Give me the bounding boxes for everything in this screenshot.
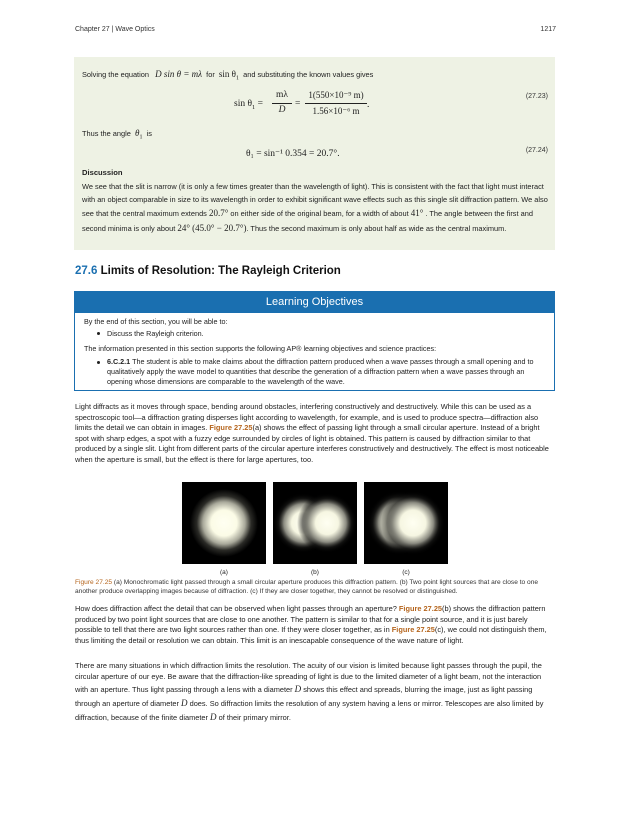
diffraction-single-source-image xyxy=(182,482,266,564)
lo-item: Discuss the Rayleigh criterion. xyxy=(107,329,204,338)
eq1-frac-den: D xyxy=(278,105,286,115)
equation-number-27-23: (27.23) xyxy=(525,93,548,100)
diffraction-unresolved-image xyxy=(364,482,448,564)
equation-27-23: $\sin \theta_1$ = xyxy=(234,99,263,111)
paragraph-limits: There are many situations in which diffraction limits the resolution. The acuity of our vision is limited because light passes through the pupil, the circular aperture of our eye. Be aware that the diffraction-like spreading of light is due to the limited diameter of a light beam, not the interaction with an aperture. Thus light passing through a lens with a diameter D shows this effect and spreads, blurring the image, just as light passing through an aperture of diameter D does. So diffraction limits the resolution of any system having a lens or mirror. Telescopes are also limited by diffraction, because of the finite diameter D of their primary mirror. xyxy=(75,661,544,722)
eq1-frac-line-2 xyxy=(305,103,367,104)
paragraph-intro: Light diffracts as it moves through space, bending around obstacles, interfering constructively and destructively. While this can be used as a spectroscopic tool—a diffraction grating disperses light according to wavelength, for example, and is used to produce spectra—diffraction also limits the detail we can obtain in images. Figure 27.25(a) shows the effect of passing light through a small circular aperture. Instead of a bright spot with sharp edges, a spot with a fuzzy edge surrounded by circles of light is obtained. This pattern is caused by diffraction similar to that produced by a single slit. Light from different parts of the circular aperture interferes constructively and destructively. The effect is most noticeable when the aperture is small, but the effect is there for large apertures, too. xyxy=(75,402,549,464)
figure-label-c: (c) xyxy=(402,569,410,576)
bullet-icon xyxy=(97,361,100,364)
figure-link[interactable]: Figure 27.25 xyxy=(391,625,435,635)
figure-label-b: (b) xyxy=(311,569,319,576)
discussion-heading: Discussion xyxy=(82,168,123,177)
running-header-chapter: Chapter 27 | Wave Optics xyxy=(75,26,155,33)
diffraction-two-sources-image xyxy=(273,482,357,564)
bullet-icon xyxy=(97,332,100,335)
page-number: 1217 xyxy=(540,26,556,33)
lo-ap-item: 6.C.2.1 The student is able to make claims about the diffraction pattern produced when a wave passes through a small opening and to qualitatively apply the wave model to quantities that describe the generation of a diffraction pattern when a wave passes through an opening whose dimensions are comparable to the wavelength of the wave. xyxy=(107,357,534,387)
solve-line: Solving the equation D sin θ = mλ for $\sin \theta_1$ and substituting the known values gives xyxy=(82,69,374,82)
figure-link[interactable]: Figure 27.25 xyxy=(398,604,443,613)
figure-link[interactable]: Figure 27.25 xyxy=(209,423,253,433)
eq1-frac-num: mλ xyxy=(276,90,288,100)
eq1-value-num: 1(550×10⁻⁹ m) xyxy=(308,90,364,100)
figure-label-a: (a) xyxy=(220,569,228,576)
lo-ap-intro: The information presented in this section supports the following AP® learning objectives and science practices: xyxy=(84,344,437,353)
section-heading: 27.6 Limits of Resolution: The Rayleigh Criterion xyxy=(75,265,341,277)
paragraph-resolution: How does diffraction affect the detail that can be observed when light passes through an aperture? Figure 27.25(b) shows the diffraction pattern produced by two point light sources that are close to one another. The pattern is similar to that for a single point source, and it is just barely possible to tell that there are two light sources rather than one. If they were closer together, as in Figure 27.25(c), we could not distinguish them, thus limiting the detail or resolution we can obtain. This limit is an inescapable consequence of the wave nature of light. xyxy=(75,604,547,645)
discussion-paragraph: We see that the slit is narrow (it is only a few times greater than the wavelength of light). This is consistent with the fact that light must interact with an object comparable in size to its wavelength in order to exhibit significant wave effects such as this single slit diffraction pattern. We also see that the central maximum extends 20.7° on either side of the original beam, for a width of about 41° . The angle between the first and second minima is only about 24° (45.0° − 20.7°). Thus the second maximum is only about half as wide as the central maximum. xyxy=(82,182,548,234)
equation-number-27-24: (27.24) xyxy=(525,147,548,154)
lo-intro: By the end of this section, you will be able to: xyxy=(84,317,228,326)
figure-caption: Figure 27.25 (a) Monochromatic light passed through a small circular aperture produces this diffraction pattern. (b) Two point light sources that are close to one another produce overlapping images because of diffraction. (c) If they are closer together, they cannot be resolved or distinguished. xyxy=(75,579,539,596)
learning-objectives-heading: Learning Objectives xyxy=(74,291,555,313)
equation-27-24: θ₁ = sin⁻¹ 0.354 = 20.7°. xyxy=(246,149,340,159)
eq1-value-den: 1.56×10⁻⁶ m xyxy=(312,106,360,116)
angle-line: Thus the angle $\theta_1$ is xyxy=(82,128,152,141)
